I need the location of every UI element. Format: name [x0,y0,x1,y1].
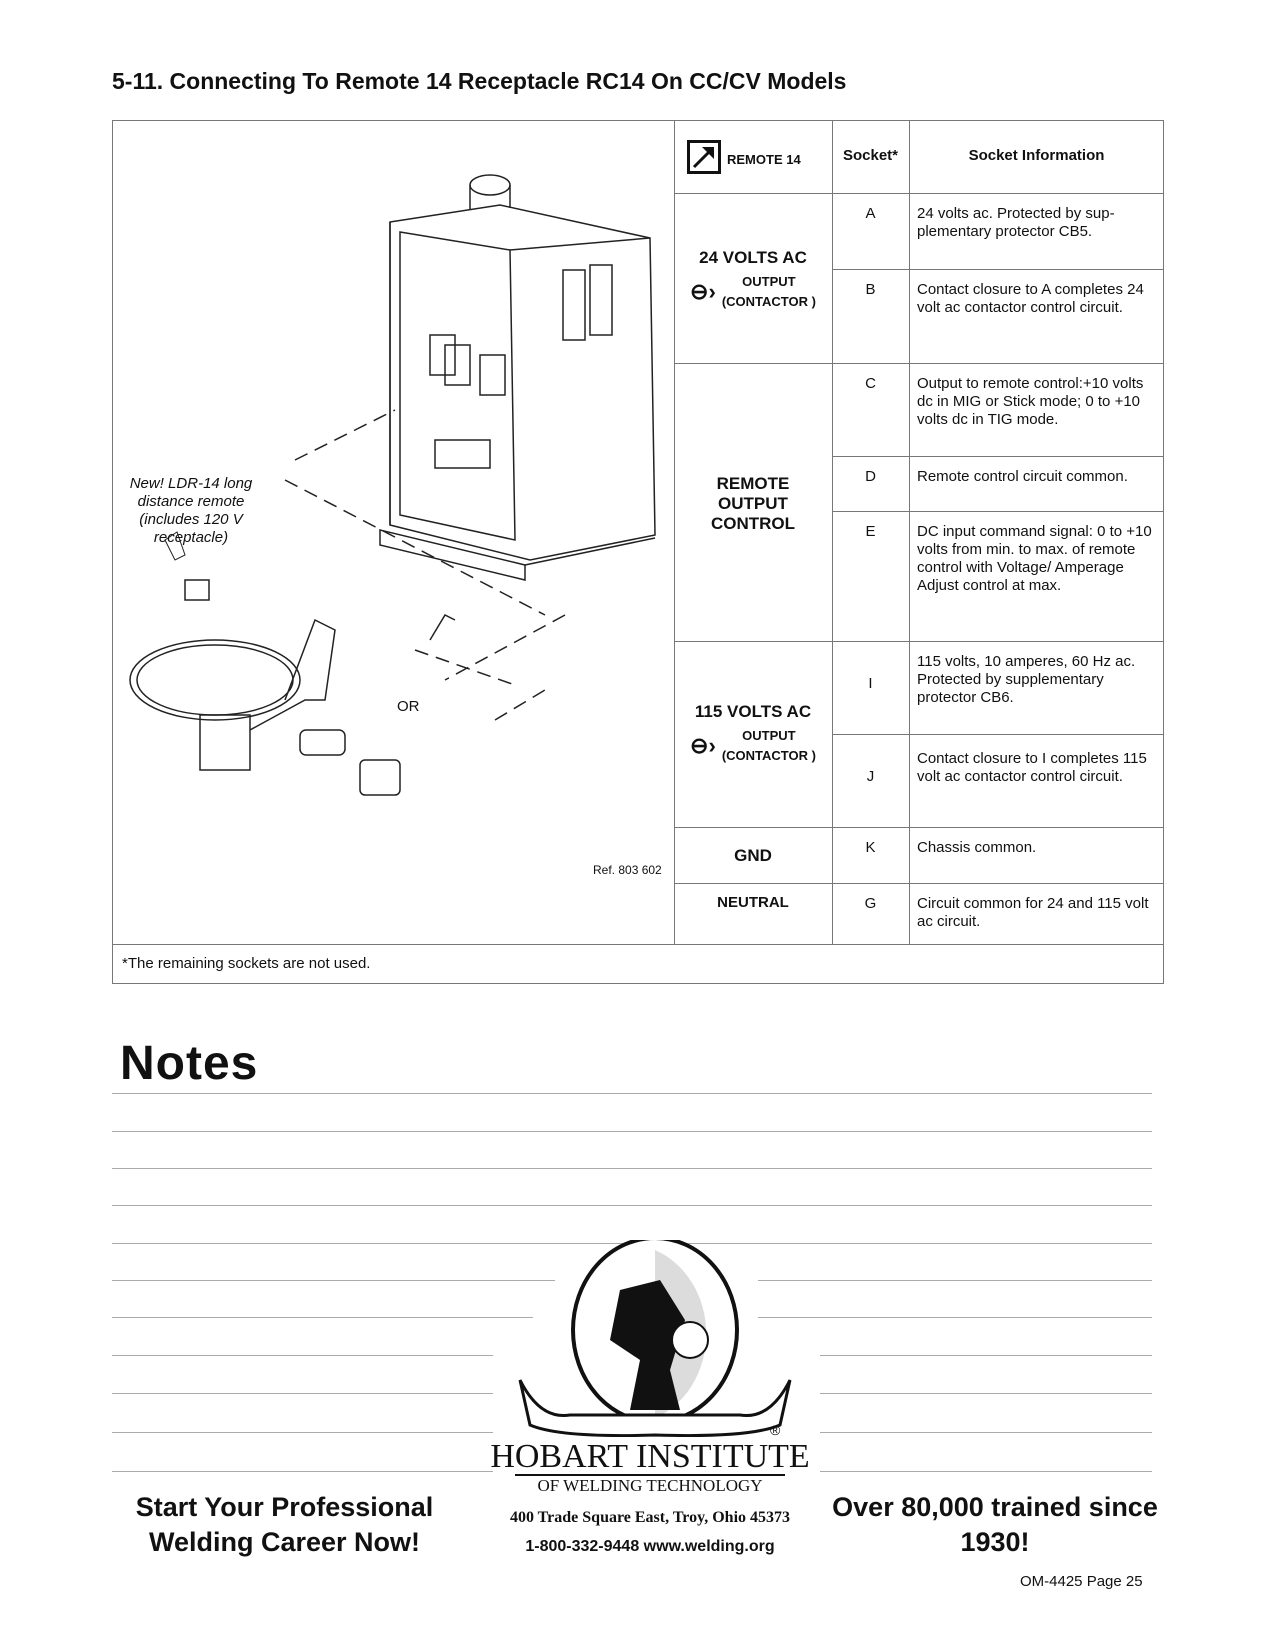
note-line [758,1317,1152,1318]
remote-cable [130,640,300,720]
slogan-left: Start Your Professional Welding Career Now! [135,1492,434,1557]
divider [832,269,1164,270]
socket-info: Contact closure to A completes 24 volt ac contactor control circuit. [917,281,1144,316]
remote-arrow-icon [687,140,721,174]
hobart-logo-text [455,1440,845,1496]
group-sub: OUTPUT [742,728,796,743]
divider [674,641,1164,642]
socket-letter: K [865,839,876,856]
socket-letter: G [864,895,877,912]
address: 400 Trade Square East, Troy, Ohio 45373 [509,1509,791,1526]
group-115vac [674,702,832,766]
connector-plug [430,615,455,640]
note-line [820,1355,1152,1356]
note-line [112,1131,1152,1132]
remote-control-box [200,715,250,770]
notes-title: Notes [120,1037,259,1090]
page-footer: OM-4425 Page 25 [1020,1573,1143,1590]
note-line [112,1205,1152,1206]
group-sub: (CONTACTOR ) [721,294,816,309]
note-line [112,1093,1152,1094]
group-24vac [674,248,832,312]
remote-callout: New! LDR-14 long distance remote (includes 120 V receptacle) [129,475,253,546]
divider [909,120,910,944]
divider [832,456,1164,457]
output-arrow-icon: ⊖› [690,733,716,758]
socket-info: Output to remote control:+10 volts dc in MIG or Stick mode; 0 to +10 volts dc in TIG mode. [917,375,1144,428]
socket-letter: E [865,523,876,540]
note-line [112,1280,555,1281]
divider [832,734,1164,735]
note-line [112,1317,533,1318]
socket-info: Chassis common. [917,839,1037,856]
output-arrow-icon: ⊖› [690,279,716,304]
divider [674,363,1164,364]
socket-info: Remote control circuit common. [917,468,1128,485]
socket-info: 24 volts ac. Protected by sup-plementary protector CB5. [917,205,1115,240]
slogan-right: Over 80,000 trained since 1930! [832,1492,1158,1557]
remote-label: REMOTE 14 [727,152,801,167]
welder-cabinet [390,205,655,560]
contact: 1-800-332-9448 www.welding.org [525,1538,775,1555]
footnote: *The remaining sockets are not used. [122,955,371,972]
socket-info: Circuit common for 24 and 115 volt ac circuit. [917,895,1149,930]
divider [674,120,675,944]
group-title: 115 VOLTS AC [694,702,812,721]
group-neutral: NEUTRAL [717,894,789,911]
note-line [112,1355,493,1356]
logo-name: HOBART INSTITUTE [490,1438,810,1475]
socket-info: Contact closure to I completes 115 volt ac contactor control circuit. [917,750,1147,785]
note-line [758,1280,1152,1281]
logo-sub: OF WELDING TECHNOLOGY [515,1474,785,1496]
socket-info: 115 volts, 10 amperes, 60 Hz ac. Protected by supplementary protector CB6. [917,653,1136,706]
group-gnd: GND [734,846,772,865]
note-line [820,1393,1152,1394]
socket-info: DC input command signal: 0 to +10 volts from min. to max. of remote control with Voltage/ Amperage Adjust control at max. [917,523,1152,594]
socket-letter: B [865,281,876,298]
socket-letter: I [868,675,873,692]
divider [674,883,1164,884]
hobart-logo-emblem [510,1240,800,1440]
section-title: 5-11. Connecting To Remote 14 Receptacle RC14 On CC/CV Models [112,68,847,94]
registered-mark-icon: ® [770,1422,781,1438]
remote-plug [185,580,209,600]
note-line [112,1168,1152,1169]
info-header: Socket Information [968,147,1105,164]
group-remote-output-control: REMOTE OUTPUT CONTROL [710,474,796,533]
note-line [112,1432,493,1433]
divider [674,827,1164,828]
divider [112,944,1164,945]
socket-letter: C [865,375,876,392]
group-sub: OUTPUT [742,274,796,289]
socket-header: Socket* [842,147,899,164]
foot-pedal [300,730,345,755]
note-line [820,1432,1152,1433]
hand-control [360,760,400,795]
or-label: OR [397,698,420,715]
socket-letter: A [865,205,876,222]
note-line [112,1471,493,1472]
note-line [820,1471,1152,1472]
socket-letter: D [865,468,876,485]
note-line [112,1393,493,1394]
divider [832,511,1164,512]
socket-letter: J [866,768,875,785]
group-sub: (CONTACTOR ) [721,748,816,763]
ref-number: Ref. 803 602 [593,863,662,877]
group-title: 24 VOLTS AC [699,248,807,267]
divider [674,193,1164,194]
